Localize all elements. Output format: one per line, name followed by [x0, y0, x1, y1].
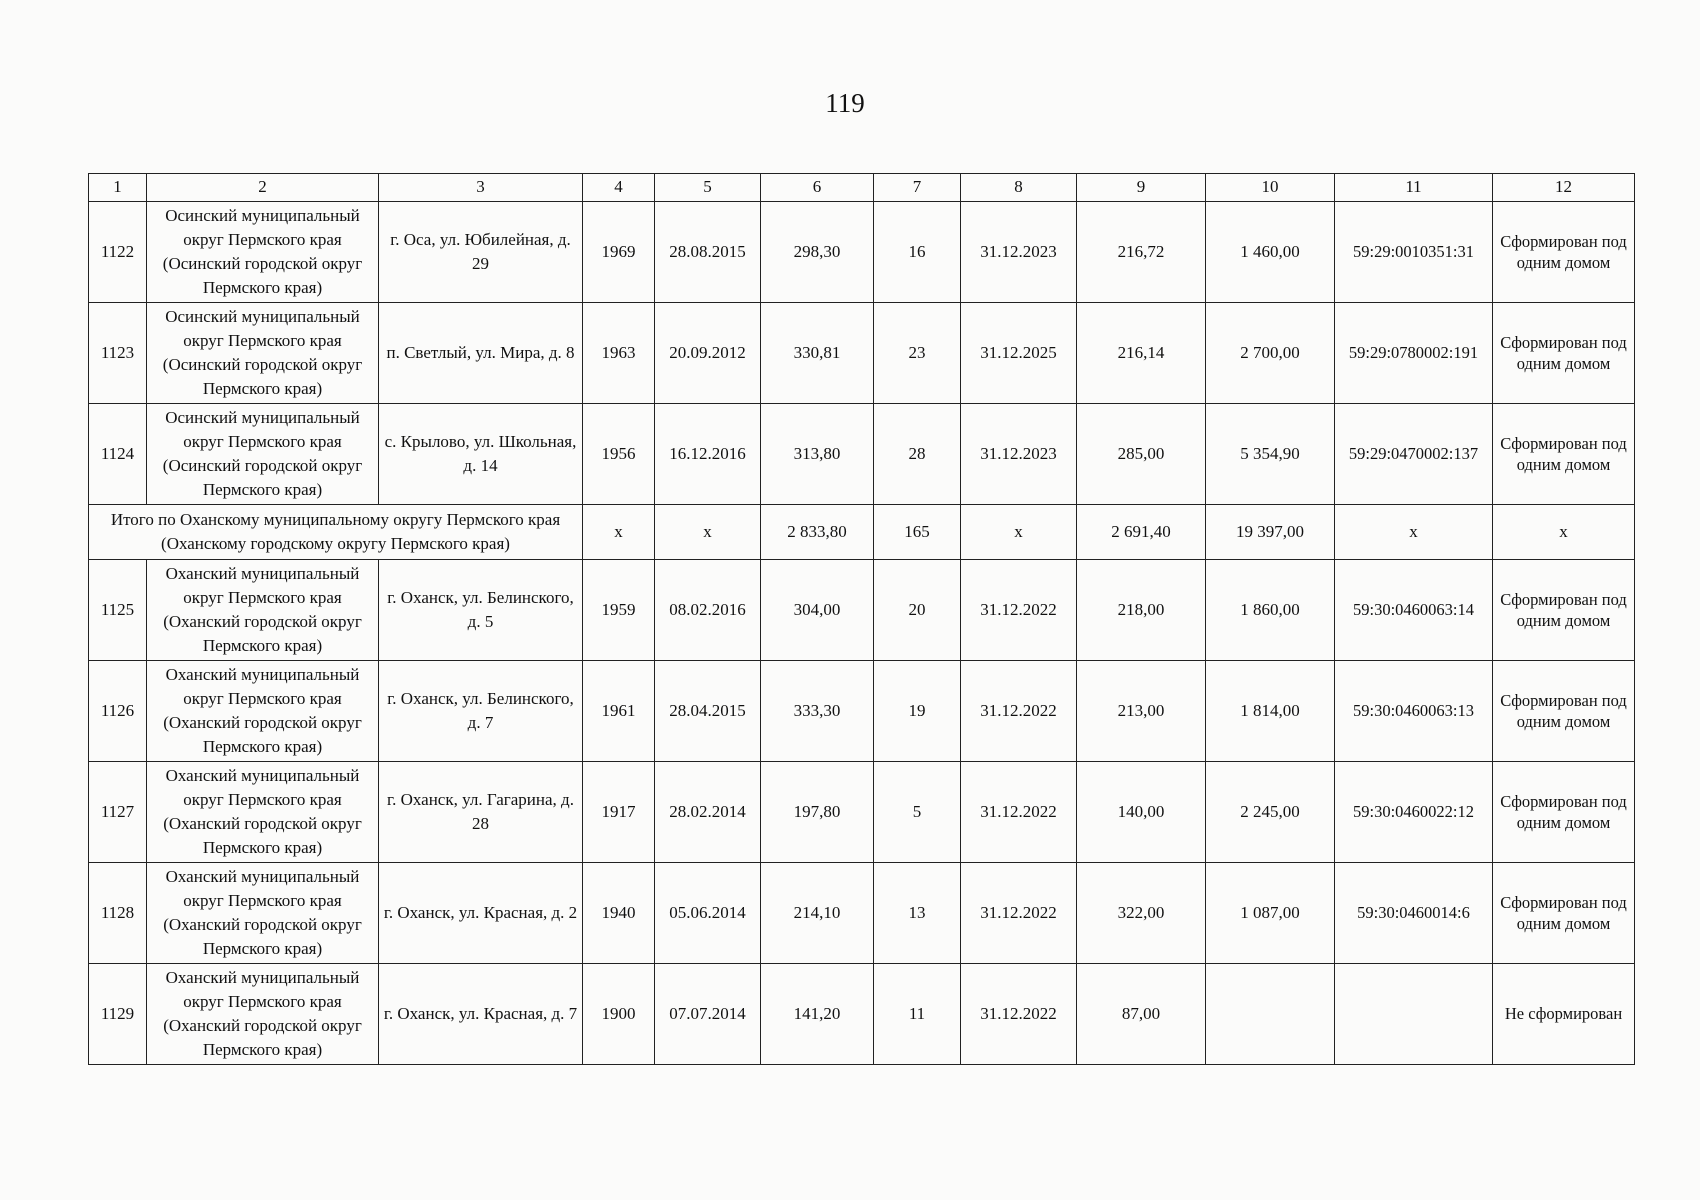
- amount-cell: 5 354,90: [1206, 404, 1335, 505]
- row-number-cell: 1126: [89, 661, 147, 762]
- amount-cell: 1 814,00: [1206, 661, 1335, 762]
- total-label: Итого по Оханскому муниципальному округу Пермского края (Оханскому городскому округу Пермского края): [89, 505, 583, 560]
- column-number: 2: [147, 174, 379, 202]
- cadastral-number-cell: [1335, 964, 1493, 1065]
- year-built-cell: 1956: [583, 404, 655, 505]
- municipality-cell: Оханский муниципальный округ Пермского края (Оханский городской округ Пермского края): [147, 863, 379, 964]
- area-cell: 214,10: [761, 863, 874, 964]
- table-row: [89, 404, 1635, 505]
- row-number-cell: 1129: [89, 964, 147, 1065]
- total-row: [89, 505, 1635, 560]
- land-status-cell: Сформирован под одним домом: [1493, 560, 1635, 661]
- municipality-cell: Осинский муниципальный округ Пермского края (Осинский городской округ Пермского края): [147, 202, 379, 303]
- area-value-cell: 140,00: [1077, 762, 1206, 863]
- row-number-cell: 1122: [89, 202, 147, 303]
- column-number: 12: [1493, 174, 1635, 202]
- municipality-cell: Оханский муниципальный округ Пермского края (Оханский городской округ Пермского края): [147, 762, 379, 863]
- address-cell: г. Оханск, ул. Красная, д. 2: [379, 863, 583, 964]
- row-number-cell: 1125: [89, 560, 147, 661]
- amount-cell: 2 245,00: [1206, 762, 1335, 863]
- planned-date-cell: 31.12.2022: [961, 964, 1077, 1065]
- date-cell: 28.04.2015: [655, 661, 761, 762]
- address-cell: г. Оса, ул. Юбилейная, д. 29: [379, 202, 583, 303]
- area-cell: 333,30: [761, 661, 874, 762]
- amount-cell: [1206, 964, 1335, 1065]
- residents-cell: 13: [874, 863, 961, 964]
- table-row: [89, 202, 1635, 303]
- year-built-cell: 1961: [583, 661, 655, 762]
- total-cell: x: [1335, 505, 1493, 560]
- amount-cell: 2 700,00: [1206, 303, 1335, 404]
- total-cell: x: [1493, 505, 1635, 560]
- column-number: 5: [655, 174, 761, 202]
- area-cell: 330,81: [761, 303, 874, 404]
- table-row: [89, 762, 1635, 863]
- date-cell: 08.02.2016: [655, 560, 761, 661]
- land-status-cell: Сформирован под одним домом: [1493, 303, 1635, 404]
- date-cell: 28.08.2015: [655, 202, 761, 303]
- address-cell: с. Крылово, ул. Школьная, д. 14: [379, 404, 583, 505]
- column-number: 10: [1206, 174, 1335, 202]
- residents-cell: 16: [874, 202, 961, 303]
- address-cell: г. Оханск, ул. Красная, д. 7: [379, 964, 583, 1065]
- area-value-cell: 213,00: [1077, 661, 1206, 762]
- address-cell: г. Оханск, ул. Гагарина, д. 28: [379, 762, 583, 863]
- municipality-cell: Оханский муниципальный округ Пермского края (Оханский городской округ Пермского края): [147, 964, 379, 1065]
- residents-cell: 5: [874, 762, 961, 863]
- land-status-cell: Сформирован под одним домом: [1493, 202, 1635, 303]
- planned-date-cell: 31.12.2023: [961, 202, 1077, 303]
- column-number-row: [89, 174, 1635, 202]
- land-status-cell: Сформирован под одним домом: [1493, 863, 1635, 964]
- planned-date-cell: 31.12.2023: [961, 404, 1077, 505]
- year-built-cell: 1959: [583, 560, 655, 661]
- year-built-cell: 1969: [583, 202, 655, 303]
- table-body: [89, 174, 1635, 1065]
- column-number: 7: [874, 174, 961, 202]
- total-cell: x: [961, 505, 1077, 560]
- planned-date-cell: 31.12.2022: [961, 863, 1077, 964]
- land-status-cell: Сформирован под одним домом: [1493, 762, 1635, 863]
- amount-cell: 1 460,00: [1206, 202, 1335, 303]
- area-cell: 298,30: [761, 202, 874, 303]
- area-cell: 313,80: [761, 404, 874, 505]
- date-cell: 20.09.2012: [655, 303, 761, 404]
- cadastral-number-cell: 59:30:0460063:13: [1335, 661, 1493, 762]
- planned-date-cell: 31.12.2022: [961, 661, 1077, 762]
- row-number-cell: 1128: [89, 863, 147, 964]
- column-number: 8: [961, 174, 1077, 202]
- municipality-cell: Оханский муниципальный округ Пермского края (Оханский городской округ Пермского края): [147, 661, 379, 762]
- address-cell: г. Оханск, ул. Белинского, д. 5: [379, 560, 583, 661]
- total-cell: 2 833,80: [761, 505, 874, 560]
- area-cell: 197,80: [761, 762, 874, 863]
- municipality-cell: Осинский муниципальный округ Пермского края (Осинский городской округ Пермского края): [147, 303, 379, 404]
- page-number: 119: [825, 88, 865, 118]
- table-row: [89, 661, 1635, 762]
- year-built-cell: 1900: [583, 964, 655, 1065]
- area-value-cell: 322,00: [1077, 863, 1206, 964]
- planned-date-cell: 31.12.2022: [961, 762, 1077, 863]
- land-status-cell: Сформирован под одним домом: [1493, 404, 1635, 505]
- table-row: [89, 560, 1635, 661]
- residents-cell: 23: [874, 303, 961, 404]
- column-number: 4: [583, 174, 655, 202]
- residents-cell: 28: [874, 404, 961, 505]
- municipality-cell: Осинский муниципальный округ Пермского края (Осинский городской округ Пермского края): [147, 404, 379, 505]
- row-number-cell: 1127: [89, 762, 147, 863]
- residents-cell: 20: [874, 560, 961, 661]
- total-cell: 2 691,40: [1077, 505, 1206, 560]
- column-number: 11: [1335, 174, 1493, 202]
- area-value-cell: 216,72: [1077, 202, 1206, 303]
- row-number-cell: 1123: [89, 303, 147, 404]
- column-number: 3: [379, 174, 583, 202]
- cadastral-number-cell: 59:30:0460063:14: [1335, 560, 1493, 661]
- cadastral-number-cell: 59:30:0460014:6: [1335, 863, 1493, 964]
- date-cell: 28.02.2014: [655, 762, 761, 863]
- cadastral-number-cell: 59:29:0010351:31: [1335, 202, 1493, 303]
- table-row: [89, 964, 1635, 1065]
- row-number-cell: 1124: [89, 404, 147, 505]
- total-cell: 19 397,00: [1206, 505, 1335, 560]
- year-built-cell: 1917: [583, 762, 655, 863]
- total-cell: x: [655, 505, 761, 560]
- date-cell: 05.06.2014: [655, 863, 761, 964]
- date-cell: 16.12.2016: [655, 404, 761, 505]
- residents-cell: 19: [874, 661, 961, 762]
- area-value-cell: 216,14: [1077, 303, 1206, 404]
- cadastral-number-cell: 59:29:0470002:137: [1335, 404, 1493, 505]
- residents-cell: 11: [874, 964, 961, 1065]
- area-value-cell: 87,00: [1077, 964, 1206, 1065]
- total-cell: 165: [874, 505, 961, 560]
- address-cell: п. Светлый, ул. Мира, д. 8: [379, 303, 583, 404]
- amount-cell: 1 860,00: [1206, 560, 1335, 661]
- total-cell: x: [583, 505, 655, 560]
- year-built-cell: 1940: [583, 863, 655, 964]
- area-value-cell: 218,00: [1077, 560, 1206, 661]
- cadastral-number-cell: 59:30:0460022:12: [1335, 762, 1493, 863]
- planned-date-cell: 31.12.2022: [961, 560, 1077, 661]
- date-cell: 07.07.2014: [655, 964, 761, 1065]
- table-row: [89, 303, 1635, 404]
- housing-registry-table: [88, 173, 1635, 1065]
- area-value-cell: 285,00: [1077, 404, 1206, 505]
- area-cell: 304,00: [761, 560, 874, 661]
- municipality-cell: Оханский муниципальный округ Пермского края (Оханский городской округ Пермского края): [147, 560, 379, 661]
- land-status-cell: Сформирован под одним домом: [1493, 661, 1635, 762]
- table-row: [89, 863, 1635, 964]
- column-number: 6: [761, 174, 874, 202]
- area-cell: 141,20: [761, 964, 874, 1065]
- planned-date-cell: 31.12.2025: [961, 303, 1077, 404]
- column-number: 9: [1077, 174, 1206, 202]
- column-number: 1: [89, 174, 147, 202]
- address-cell: г. Оханск, ул. Белинского, д. 7: [379, 661, 583, 762]
- land-status-cell: Не сформирован: [1493, 964, 1635, 1065]
- amount-cell: 1 087,00: [1206, 863, 1335, 964]
- year-built-cell: 1963: [583, 303, 655, 404]
- cadastral-number-cell: 59:29:0780002:191: [1335, 303, 1493, 404]
